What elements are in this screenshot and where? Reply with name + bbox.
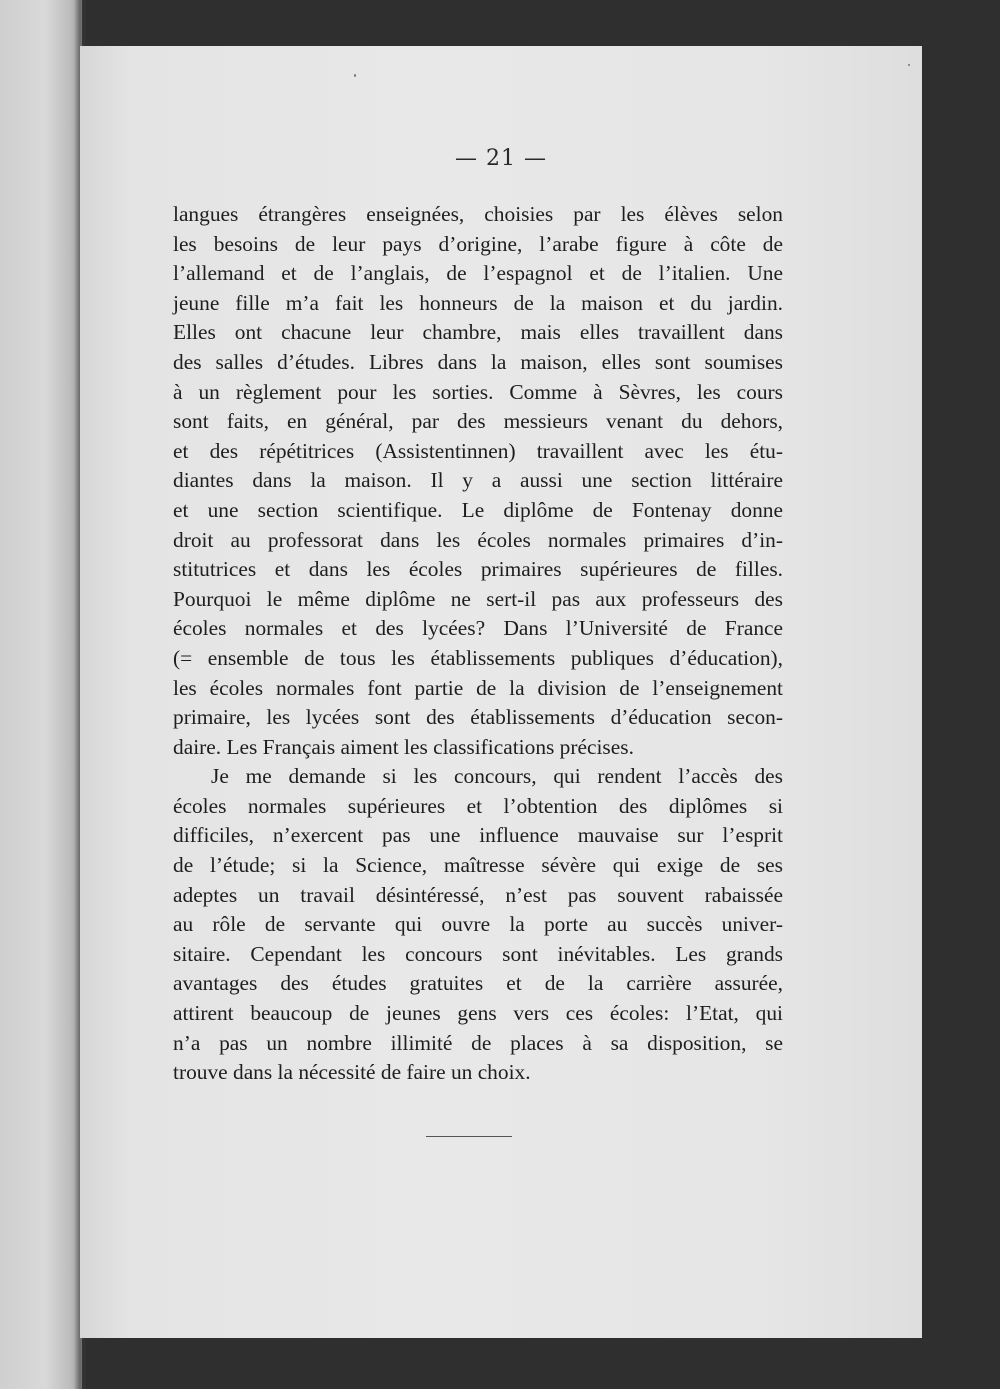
paragraph-1 xyxy=(173,200,783,762)
text-line: écoles normales supérieures et l’obtention des diplômes si xyxy=(173,793,783,818)
text-line: avantages des études gratuites et de la carrière assurée, xyxy=(173,971,783,996)
text-line: sont faits, en général, par des messieurs venant du dehors, xyxy=(173,409,783,434)
text-line: Elles ont chacune leur chambre, mais elles travaillent dans xyxy=(173,320,783,345)
text-line: des salles d’études. Libres dans la maison, elles sont soumises xyxy=(173,349,783,374)
end-rule-divider xyxy=(426,1136,512,1137)
page-number: — 21 — xyxy=(455,146,547,171)
text-line: et une section scientifique. Le diplôme de Fontenay donne xyxy=(173,497,783,522)
body-text xyxy=(173,200,783,1088)
text-line: daire. Les Français aiment les classifications précises. xyxy=(173,734,634,759)
text-line: attirent beaucoup de jeunes gens vers ces écoles: l’Etat, qui xyxy=(173,1001,783,1026)
text-line: les besoins de leur pays d’origine, l’arabe figure à côte de xyxy=(173,231,783,256)
left-page-edge xyxy=(0,0,82,1389)
paragraph-2 xyxy=(173,762,783,1088)
text-line: n’a pas un nombre illimité de places à sa disposition, se xyxy=(173,1030,783,1055)
book-page xyxy=(80,46,922,1338)
text-line: au rôle de servante qui ouvre la porte au succès univer- xyxy=(173,912,783,937)
paper-speck xyxy=(354,74,356,77)
text-line: l’allemand et de l’anglais, de l’espagnol et de l’italien. Une xyxy=(173,261,783,286)
text-line: jeune fille m’a fait les honneurs de la maison et du jardin. xyxy=(173,290,783,315)
text-line: de l’étude; si la Science, maîtresse sévère qui exige de ses xyxy=(173,853,783,878)
text-line: Je me demande si les concours, qui rendent l’accès des xyxy=(211,764,783,789)
text-line: stitutrices et dans les écoles primaires supérieures de filles. xyxy=(173,557,783,582)
text-line: adeptes un travail désintéressé, n’est pas souvent rabaissée xyxy=(173,882,783,907)
paper-speck xyxy=(908,64,910,66)
text-line: à un règlement pour les sorties. Comme à Sèvres, les cours xyxy=(173,379,783,404)
text-line: (= ensemble de tous les établissements publiques d’éducation), xyxy=(173,645,783,670)
text-line: écoles normales et des lycées? Dans l’Université de France xyxy=(173,616,783,641)
text-line: diantes dans la maison. Il y a aussi une section littéraire xyxy=(173,468,783,493)
text-line: Pourquoi le même diplôme ne sert-il pas aux professeurs des xyxy=(173,586,783,611)
text-line: sitaire. Cependant les concours sont inévitables. Les grands xyxy=(173,941,783,966)
text-line: primaire, les lycées sont des établissements d’éducation secon- xyxy=(173,705,783,730)
text-line: et des répétitrices (Assistentinnen) travaillent avec les étu- xyxy=(173,438,783,463)
text-line: droit au professorat dans les écoles normales primaires d’in- xyxy=(173,527,783,552)
text-line: les écoles normales font partie de la division de l’enseignement xyxy=(173,675,783,700)
text-line: langues étrangères enseignées, choisies par les élèves selon xyxy=(173,202,783,226)
text-line: difficiles, n’exercent pas une influence mauvaise sur l’esprit xyxy=(173,823,783,848)
text-line: trouve dans la nécessité de faire un choix. xyxy=(173,1060,531,1085)
